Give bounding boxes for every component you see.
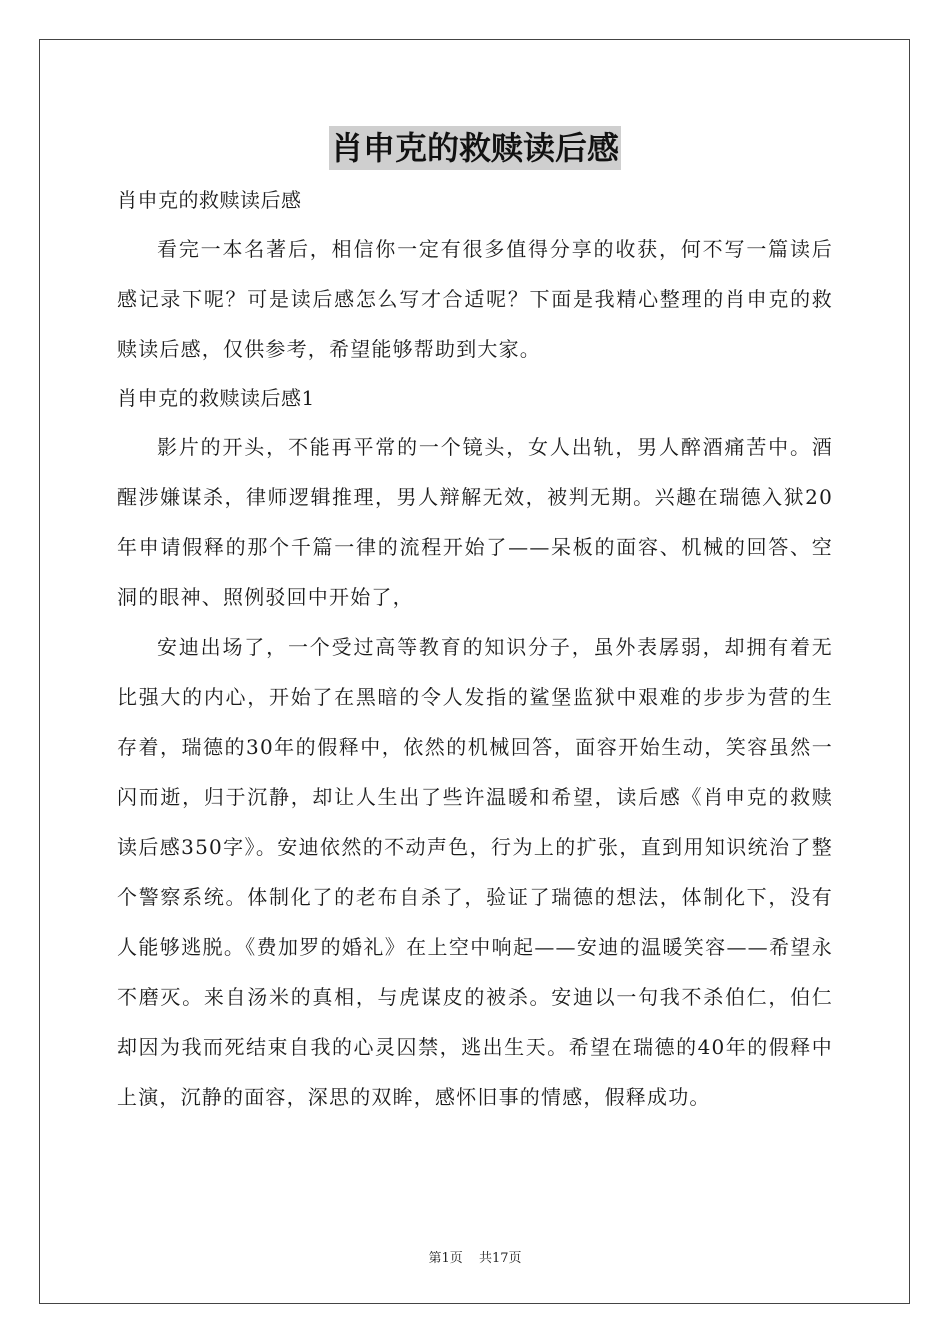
intro-paragraph: 看完一本名著后，相信你一定有很多值得分享的收获，何不写一篇读后感记录下呢？可是读后感怎么写才合适呢？下面是我精心整理的肖申克的救赎读后感，仅供参考，希望能够帮助到大家。: [117, 237, 833, 361]
page-number: 第1页: [428, 1251, 463, 1266]
page-total: 共17页: [478, 1251, 522, 1266]
body-paragraph-2: 安迪出场了，一个受过高等教育的知识分子，虽外表孱弱，却拥有着无比强大的内心，开始了在黑暗的令人发指的鲨堡监狱中艰难的步步为营的生存着，瑞德的30年的假释中，依然的机械回答，面容开始生动，笑容虽然一闪而逝，归于沉静，却让人生出了些许温暖和希望，读后感《肖申克的救赎读后感350字》。安迪依然的不动声色，行为上的扩张，直到用知识统治了整个警察系统。体制化了的老布自杀了，验证了瑞德的想法，体制化下，没有人能够逃脱。《费加罗的婚礼》在上空中响起——安迪的温暖笑容——希望永不磨灭。来自汤米的真相，与虎谋皮的被杀。安迪以一句我不杀伯仁，伯仁却因为我而死结束自我的心灵囚禁，逃出生天。希望在瑞德的40年的假释中上演，沉静的面容，深思的双眸，感怀旧事的情感，假释成功。: [117, 635, 833, 1109]
title-area: [0, 126, 950, 170]
document-body: [117, 176, 833, 1122]
section-heading: 肖申克的救赎读后感1: [117, 386, 315, 410]
subtitle: 肖申克的救赎读后感: [117, 188, 302, 212]
page-title: 肖申克的救赎读后感: [329, 126, 621, 170]
page-footer: [0, 1247, 950, 1266]
body-paragraph-1: 影片的开头，不能再平常的一个镜头，女人出轨，男人醉酒痛苦中。酒醒涉嫌谋杀，律师逻辑推理，男人辩解无效，被判无期。兴趣在瑞德入狱20年申请假释的那个千篇一律的流程开始了——呆板的面容、机械的回答、空洞的眼神、照例驳回中开始了，: [117, 435, 833, 609]
